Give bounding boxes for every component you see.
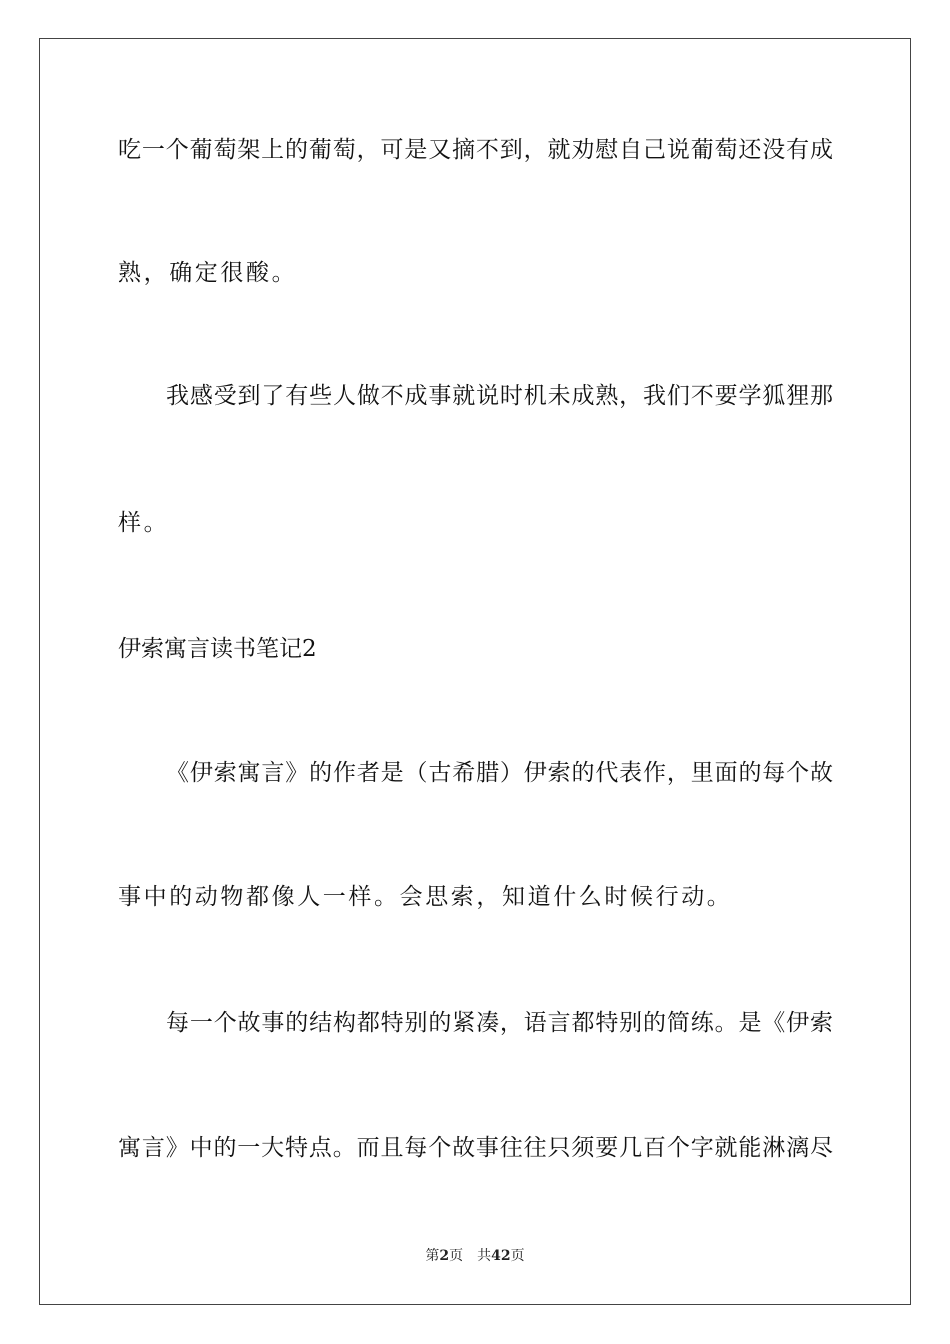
text-line: 《伊索寓言》的作者是（古希腊）伊索的代表作，里面的每个故 [166, 760, 833, 786]
total-suffix: 页 [510, 1248, 525, 1264]
total-pages: 42 [491, 1248, 511, 1264]
page-number: 2 [439, 1248, 450, 1264]
text-line: 事中的动物都像人一样。会思索，知道什么时候行动。 [118, 884, 733, 910]
text-line: 每一个故事的结构都特别的紧凑，语言都特别的简练。是《伊索 [166, 1010, 833, 1036]
text-line: 我感受到了有些人做不成事就说时机未成熟，我们不要学狐狸那 [166, 383, 833, 409]
section-heading: 伊索寓言读书笔记2 [118, 636, 317, 662]
page-frame [39, 38, 911, 1305]
text-line: 样。 [118, 510, 170, 536]
page-footer [0, 1247, 950, 1265]
text-line: 寓言》中的一大特点。而且每个故事往往只须要几百个字就能淋漓尽 [118, 1135, 833, 1161]
text-line: 熟，确定很酸。 [118, 260, 298, 286]
total-prefix: 共 [477, 1248, 492, 1264]
text-line: 吃一个葡萄架上的葡萄，可是又摘不到，就劝慰自己说葡萄还没有成 [118, 137, 833, 163]
page-prefix: 第 [425, 1248, 440, 1264]
page-suffix: 页 [449, 1248, 464, 1264]
